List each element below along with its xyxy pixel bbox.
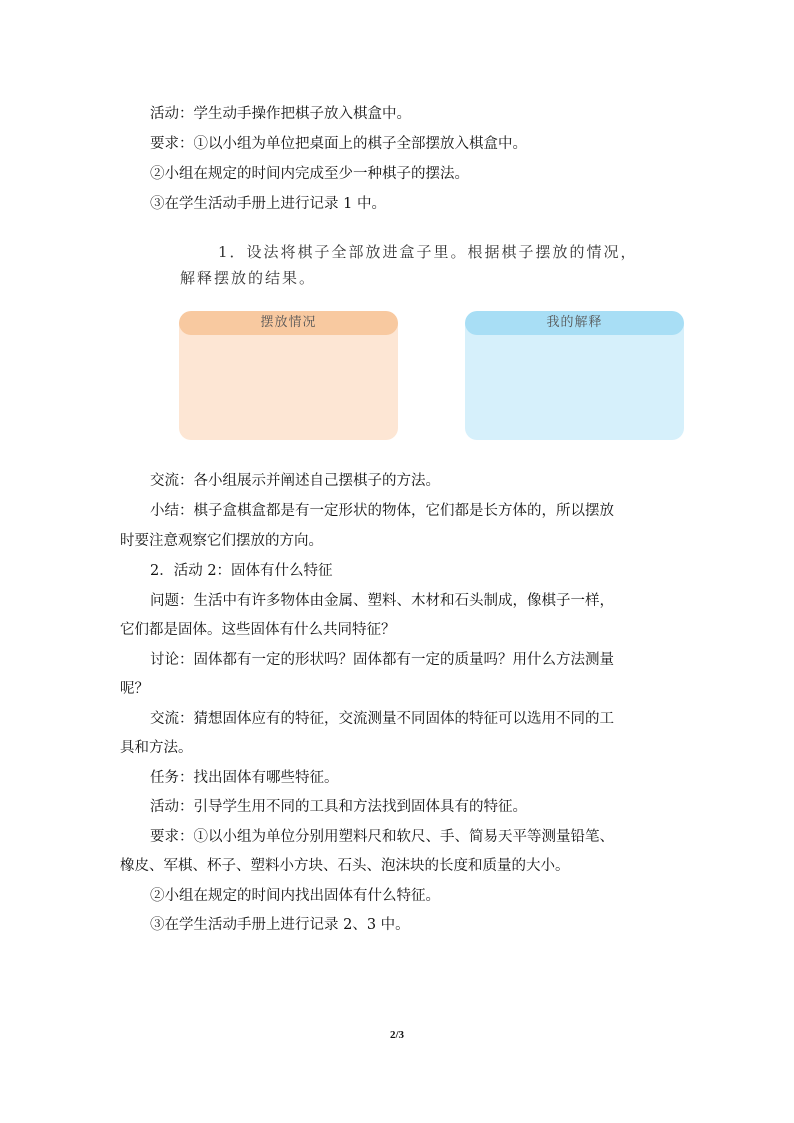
requirement-2-line-1: 要求：①以小组为单位分别用塑料尺和软尺、手、简易天平等测量铅笔、 [150, 829, 614, 845]
activity-3-line: 活动：引导学生用不同的工具和方法找到固体具有的特征。 [150, 799, 527, 815]
question-line-2: 它们都是固体。这些固体有什么共同特征？ [120, 622, 396, 638]
placement-panel [179, 311, 398, 440]
activity-2-heading: 2．活动 2：固体有什么特征 [150, 563, 333, 579]
discussion-line-1: 讨论：固体都有一定的形状吗？固体都有一定的质量吗？用什么方法测量 [150, 652, 614, 668]
explanation-panel-title: 我的解释 [465, 311, 684, 335]
requirement-2-line-4: ③在学生活动手册上进行记录 2、3 中。 [150, 917, 410, 933]
task-2-line: 任务：找出固体有哪些特征。 [150, 770, 339, 786]
requirement-line-3: ③在学生活动手册上进行记录 1 中。 [150, 196, 386, 212]
requirement-line-2: ②小组在规定的时间内完成至少一种棋子的摆法。 [150, 166, 469, 182]
requirement-2-line-3: ②小组在规定的时间内找出固体有什么特征。 [150, 888, 440, 904]
discussion-line-2: 呢？ [120, 681, 149, 697]
summary-line-2: 时要注意观察它们摆放的方向。 [120, 533, 323, 549]
exchange-2-line-2: 具和方法。 [120, 740, 193, 756]
exchange-line: 交流：各小组展示并阐述自己摆棋子的方法。 [150, 473, 440, 489]
exchange-2-line-1: 交流：猜想固体应有的特征，交流测量不同固体的特征可以选用不同的工 [150, 711, 614, 727]
activity-line: 活动：学生动手操作把棋子放入棋盒中。 [150, 106, 411, 122]
task-line-2: 解释摆放的结果。 [180, 269, 317, 287]
placement-panel-title: 摆放情况 [179, 311, 398, 335]
question-line-1: 问题：生活中有许多物体由金属、塑料、木材和石头制成，像棋子一样， [150, 593, 614, 609]
page-number: 2/3 [389, 1029, 405, 1041]
task-line-1: 1．设法将棋子全部放进盒子里。根据棋子摆放的情况， [218, 243, 638, 261]
summary-line-1: 小结：棋子盒棋盒都是有一定形状的物体，它们都是长方体的，所以摆放 [150, 503, 614, 519]
requirement-2-line-2: 橡皮、军棋、杯子、塑料小方块、石头、泡沫块的长度和质量的大小。 [120, 858, 570, 874]
explanation-panel [465, 311, 684, 440]
requirement-line-1: 要求：①以小组为单位把桌面上的棋子全部摆放入棋盒中。 [150, 136, 527, 152]
